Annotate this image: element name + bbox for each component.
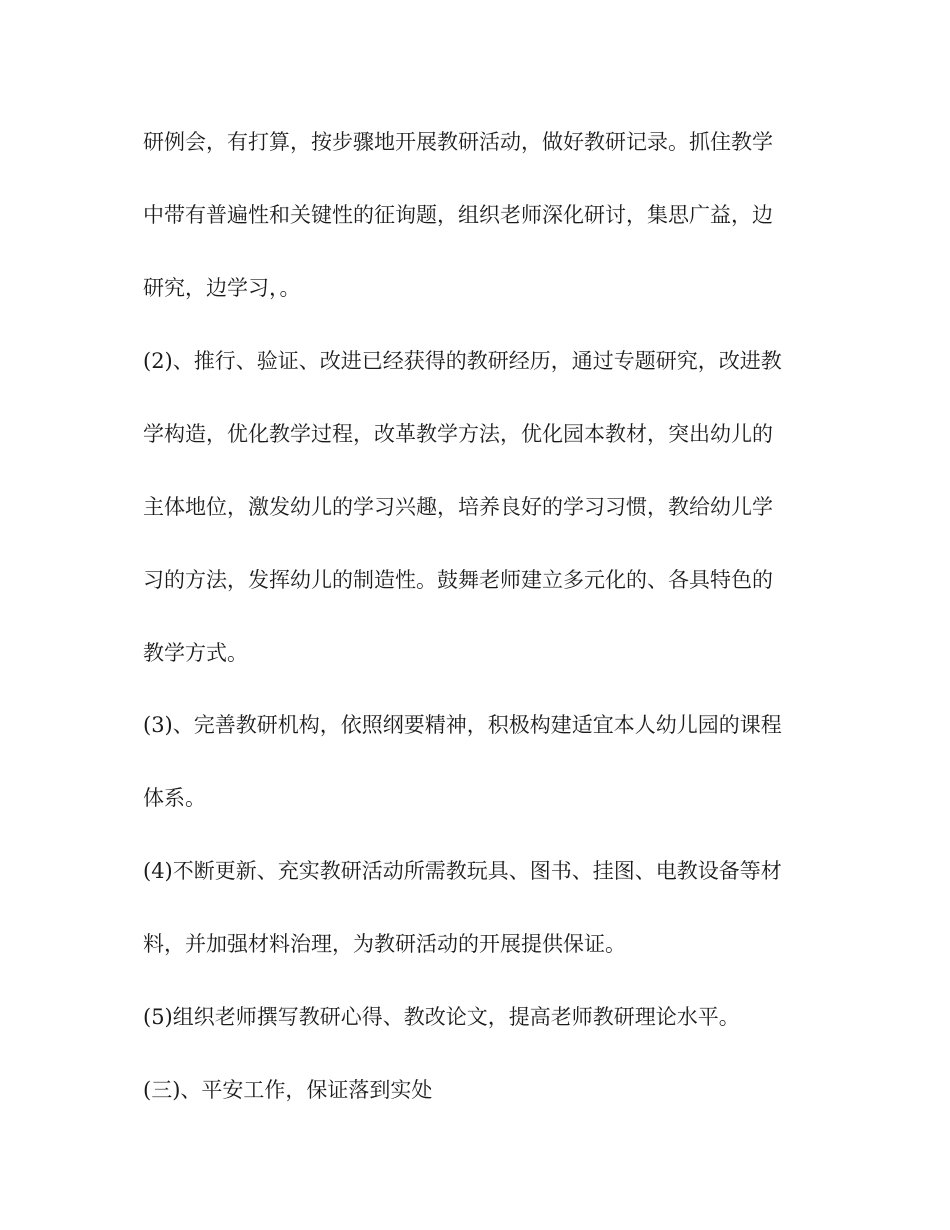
text-line: 学构造，优化教学过程，改革教学方法，优化园本教材，突出幼儿的: [143, 422, 773, 446]
text-line: (3)、完善教研机构，依照纲要精神，积极构建适宜本人幼儿园的课程: [143, 713, 782, 737]
text-line: 研究，边学习，。: [143, 276, 301, 300]
text-line: 教学方式。: [143, 641, 248, 665]
text-line: 中带有普遍性和关键性的征询题，组织老师深化研讨，集思广益，边: [143, 203, 773, 227]
text-line: 料，并加强材料治理，为教研活动的开展提供保证。: [143, 932, 626, 956]
text-line: (三)、平安工作，保证落到实处: [143, 1078, 433, 1102]
text-line: 习的方法，发挥幼儿的制造性。鼓舞老师建立多元化的、各具特色的: [143, 568, 773, 592]
text-line: (4)不断更新、充实教研活动所需教玩具、图书、挂图、电教设备等材: [143, 859, 782, 883]
text-line: (5)组织老师撰写教研心得、教改论文，提高老师教研理论水平。: [143, 1005, 740, 1029]
text-line: (2)、推行、验证、改进已经获得的教研经历，通过专题研究，改进教: [143, 349, 782, 373]
text-line: 体系。: [143, 786, 206, 810]
text-line: 主体地位，激发幼儿的学习兴趣，培养良好的学习习惯，教给幼儿学: [143, 495, 773, 519]
text-line: 研例会，有打算，按步骤地开展教研活动，做好教研记录。抓住教学: [143, 130, 773, 154]
